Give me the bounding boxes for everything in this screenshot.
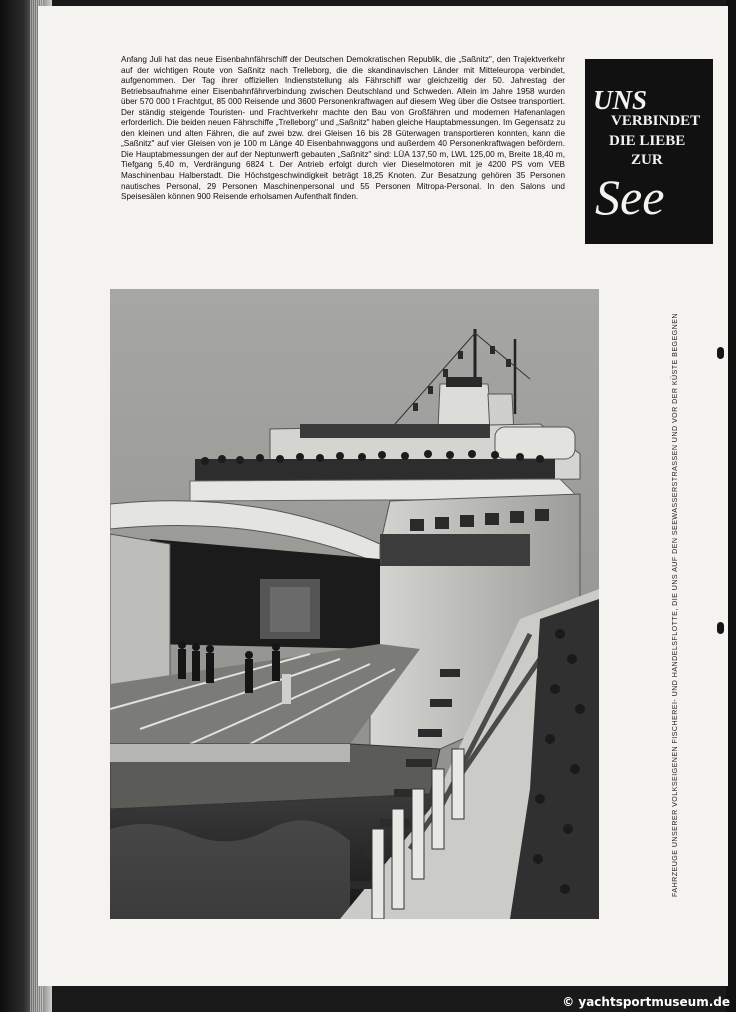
ferry-photograph (110, 289, 599, 919)
vertical-caption-text: FAHRZEUGE UNSERER VOLKSEIGENEN FISCHEREI- UND HANDELSFLOTTE, DIE UNS AUF DEN SEEWASSERSTRASSEN UND VOR DER KÜSTE BEGEGNEN (671, 313, 679, 897)
badge-line-die-liebe: DIE LIEBE (609, 133, 686, 149)
title-badge (585, 59, 713, 244)
badge-word-uns: UNS (593, 85, 648, 115)
binding-hole-top (717, 347, 724, 359)
ferry-photo-illustration (110, 289, 599, 919)
vertical-caption (668, 288, 682, 922)
badge-line-verbindet: VERBINDET (611, 113, 701, 129)
binding-hole-bottom (717, 622, 724, 634)
watermark: © yachtsportmuseum.de (562, 995, 730, 1009)
badge-word-see: See (595, 169, 665, 225)
title-badge-graphic (585, 59, 713, 244)
badge-line-zur: ZUR (631, 152, 663, 168)
article-text: Anfang Juli hat das neue Eisenbahnfährschiff der Deutschen Demokratischen Republik, die „Saßnitz", den Trajektverkehr auf der wichtigen Route von Saßnitz nach Trelleborg, die die skandinavischen Länder mit Mitteleuropa verbindet, aufgenommen. Der Tag ihrer offiziellen Indienststellung als Fährschiff war gleichzeitig der 50. Jahrestag der Betriebsaufnahme einer Eisenbahnfährverbindung zwischen Deutschland und Schweden. Allein im Jahre 1958 wurden über 570 000 t Frachtgut, 85 000 Reisende und 3600 Personenkraftwagen auf diesem Weg über die Ostsee transportiert. Der ständig steigende Touristen- und Frachtverkehr machte den Bau von Großfähren und modernen Hafenanlagen erforderlich. Die beiden neuen Fährschiffe „Trelleborg" und „Saßnitz" haben gleiche Hauptabmessungen. Im Gegensatz zu den kleinen und alten Fähren, die auf zwei bzw. drei Gleisen 16 bis 28 Güterwagen transportieren konnten, kann die „Saßnitz" auf vier Gleisen von je 100 m Länge 40 Eisenbahnwaggons und außerdem 40 Personenkraftwagen befördern. Die Hauptabmessungen der auf der Neptunwerft gebauten „Saßnitz" sind: LÜA 137,50 m, LWL 125,00 m, Breite 18,40 m, Tiefgang 5,40 m, Verdrängung 6824 t. Der Antrieb erfolgt durch vier Dieselmotoren mit je 4200 PS vom VEB Maschinenbau Halberstadt. Die Höchstgeschwindigkeit beträgt 18,25 Knoten. Zur Besatzung gehören 35 Personen nautisches Personal, 29 Personen Maschinenpersonal und 55 Personen Mitropa-Personal. In den Salons und Speisesälen können 900 Reisende erholsamen Aufenthalt finden. (121, 55, 565, 202)
